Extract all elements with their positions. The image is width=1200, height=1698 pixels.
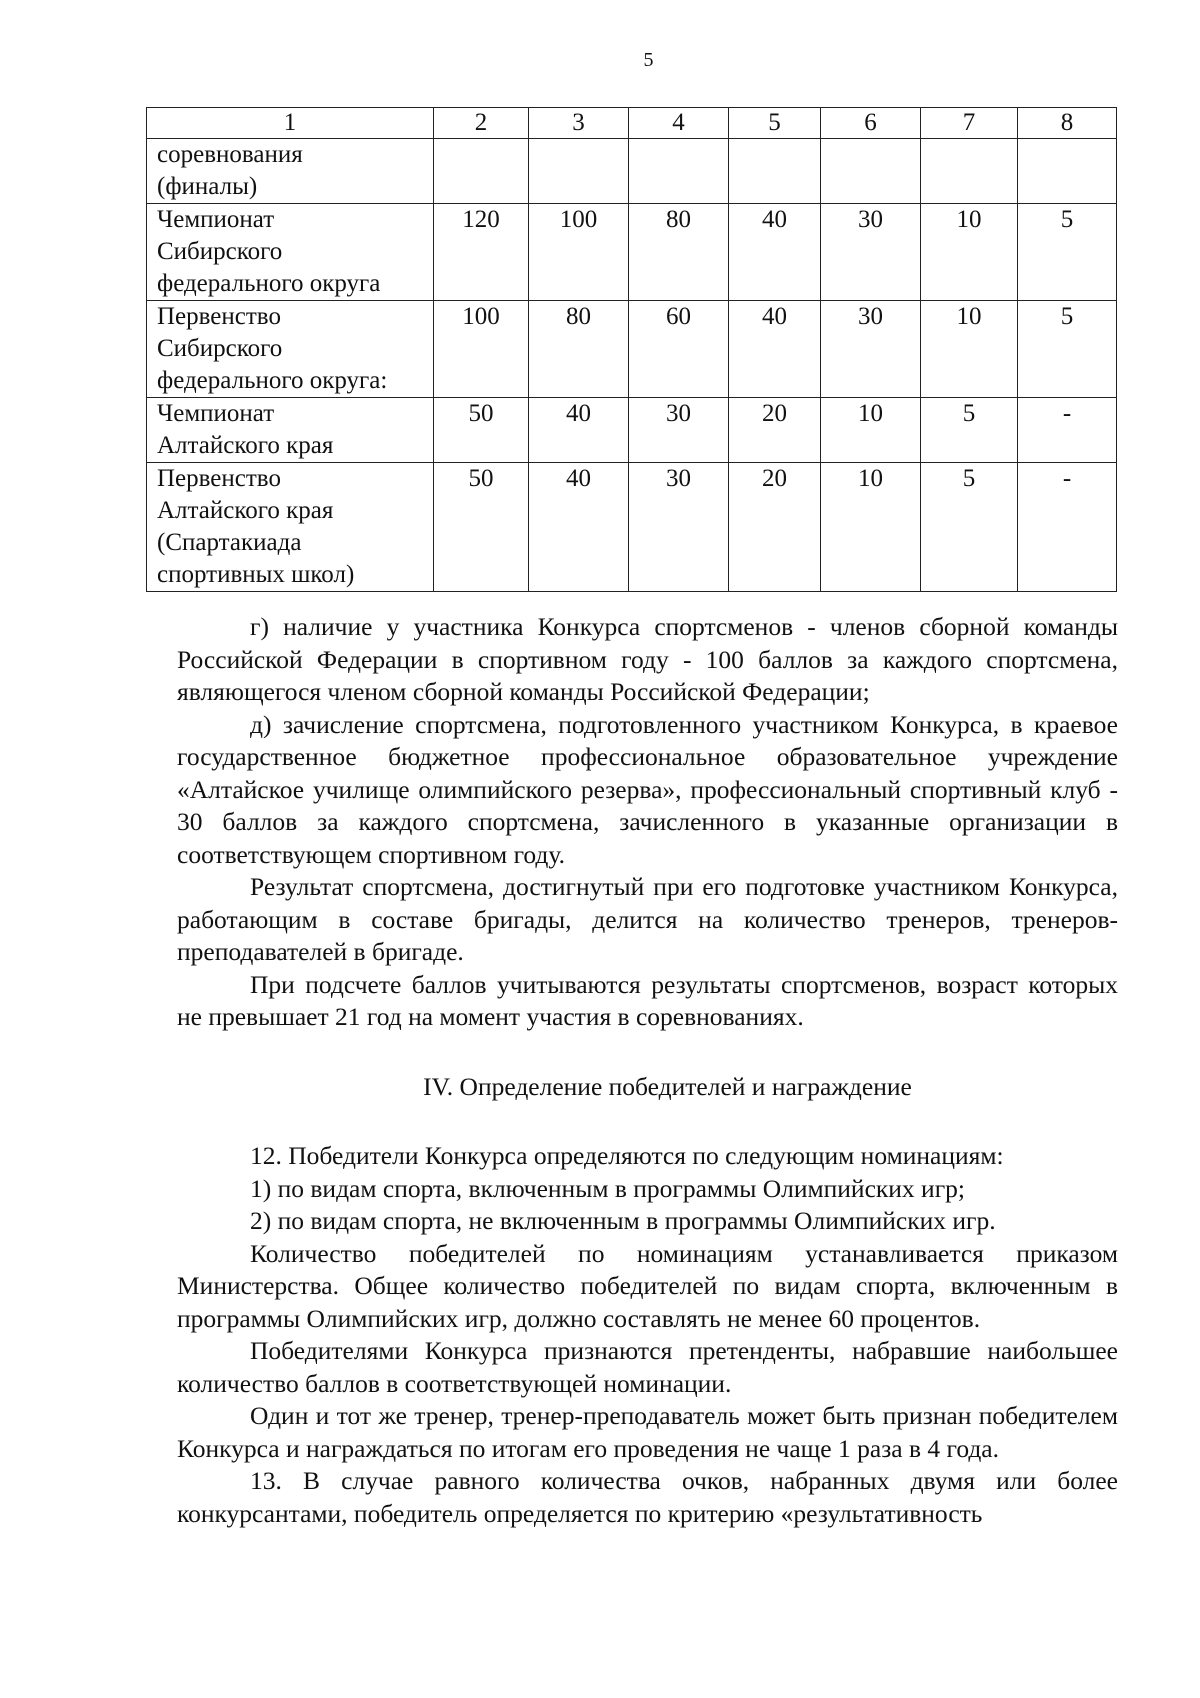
row-label: Первенство Сибирского федерального округа: — [147, 301, 434, 398]
row-label: соревнования (финалы) — [147, 139, 434, 204]
table-cell: 100 — [434, 301, 529, 398]
table-cell: 30 — [629, 398, 729, 463]
table-cell — [921, 139, 1018, 204]
paragraph-result: Результат спортсмена, достигнутый при его подготовке участником Конкурса, работающим в составе бригады, делится на количество тренеров, тренеров-преподавателей в бригаде. — [177, 872, 1118, 966]
table-cell — [629, 139, 729, 204]
paragraph-12-2: 2) по видам спорта, не включенным в программы Олимпийских игр. — [250, 1206, 996, 1235]
column-header: 4 — [629, 108, 729, 139]
table-row — [147, 139, 1117, 204]
row-label: Чемпионат Сибирского федерального округа — [147, 204, 434, 301]
table-cell — [729, 139, 821, 204]
table-cell: 20 — [729, 398, 821, 463]
table-cell: 30 — [821, 301, 921, 398]
table-cell: 5 — [921, 463, 1018, 592]
paragraph-13: 13. В случае равного количества очков, набранных двумя или более конкурсантами, победитель определяется по критерию «результативность — [177, 1466, 1118, 1528]
table-cell: 80 — [529, 301, 629, 398]
paragraph-same-trainer: Один и тот же тренер, тренер-преподаватель может быть признан победителем Конкурса и награждаться по итогам его проведения не чаще 1 раза в 4 года. — [177, 1401, 1118, 1463]
paragraph-d: д) зачисление спортсмена, подготовленного участником Конкурса, в краевое государственное бюджетное профессиональное образовательное учреждение «Алтайское училище олимпийского резерва», профессиональный спортивный клуб - 30 баллов за каждого спортсмена, зачисленного в указанные организации в соответствующем спортивном году. — [177, 709, 1118, 869]
table-cell: 40 — [529, 398, 629, 463]
table-cell: 5 — [1018, 204, 1117, 301]
table-cell — [434, 139, 529, 204]
paragraph-g: г) наличие у участника Конкурса спортсменов - членов сборной команды Российской Федерации в спортивном году - 100 баллов за каждого спортсмена, являющегося членом сборной команды Российской Федерации; — [177, 612, 1118, 706]
table-row — [147, 463, 1117, 592]
table-cell: 40 — [529, 463, 629, 592]
paragraph-count: При подсчете баллов учитываются результаты спортсменов, возраст которых не превышает 21 год на момент участия в соревнованиях. — [177, 969, 1118, 1031]
table-cell: 30 — [821, 204, 921, 301]
table-cell: 10 — [821, 463, 921, 592]
table-header-row — [147, 108, 1117, 139]
column-header: 6 — [821, 108, 921, 139]
table-cell: 50 — [434, 398, 529, 463]
table-cell: 10 — [921, 204, 1018, 301]
table-cell: 50 — [434, 463, 529, 592]
document-body — [177, 611, 1118, 1530]
table-cell: 10 — [921, 301, 1018, 398]
column-header: 3 — [529, 108, 629, 139]
table-cell: 80 — [629, 204, 729, 301]
section-title: IV. Определение победителей и награждение — [423, 1071, 912, 1101]
table-row — [147, 301, 1117, 398]
table-cell: 10 — [821, 398, 921, 463]
table-cell — [821, 139, 921, 204]
column-header: 1 — [147, 108, 434, 139]
table-cell: 60 — [629, 301, 729, 398]
paragraph-winners-count: Количество победителей по номинациям устанавливается приказом Министерства. Общее количество победителей по видам спорта, включенным в программы Олимпийских игр, должно составлять не менее 60 процентов. — [177, 1238, 1118, 1333]
table-cell: 30 — [629, 463, 729, 592]
table-cell: 120 — [434, 204, 529, 301]
table-cell: 100 — [529, 204, 629, 301]
row-label: Первенство Алтайского края (Спартакиада спортивных школ) — [147, 463, 434, 592]
table-cell — [1018, 139, 1117, 204]
table-cell: - — [1018, 398, 1117, 463]
table-row — [147, 204, 1117, 301]
table-cell: 20 — [729, 463, 821, 592]
paragraph-12: 12. Победители Конкурса определяются по следующим номинациям: — [250, 1141, 1004, 1170]
table-cell: 5 — [1018, 301, 1117, 398]
row-label: Чемпионат Алтайского края — [147, 398, 434, 463]
page-number: 5 — [643, 49, 654, 71]
table-cell: 40 — [729, 301, 821, 398]
column-header: 8 — [1018, 108, 1117, 139]
column-header: 7 — [921, 108, 1018, 139]
table-cell: - — [1018, 463, 1117, 592]
table-cell: 5 — [921, 398, 1018, 463]
paragraph-12-1: 1) по видам спорта, включенным в программы Олимпийских игр; — [250, 1173, 965, 1203]
points-table — [146, 107, 1117, 592]
table-cell — [529, 139, 629, 204]
table-cell: 40 — [729, 204, 821, 301]
paragraph-winners-definition: Победителями Конкурса признаются претенденты, набравшие наибольшее количество баллов в соответствующей номинации. — [177, 1336, 1118, 1398]
column-header: 5 — [729, 108, 821, 139]
table-row — [147, 398, 1117, 463]
column-header: 2 — [434, 108, 529, 139]
